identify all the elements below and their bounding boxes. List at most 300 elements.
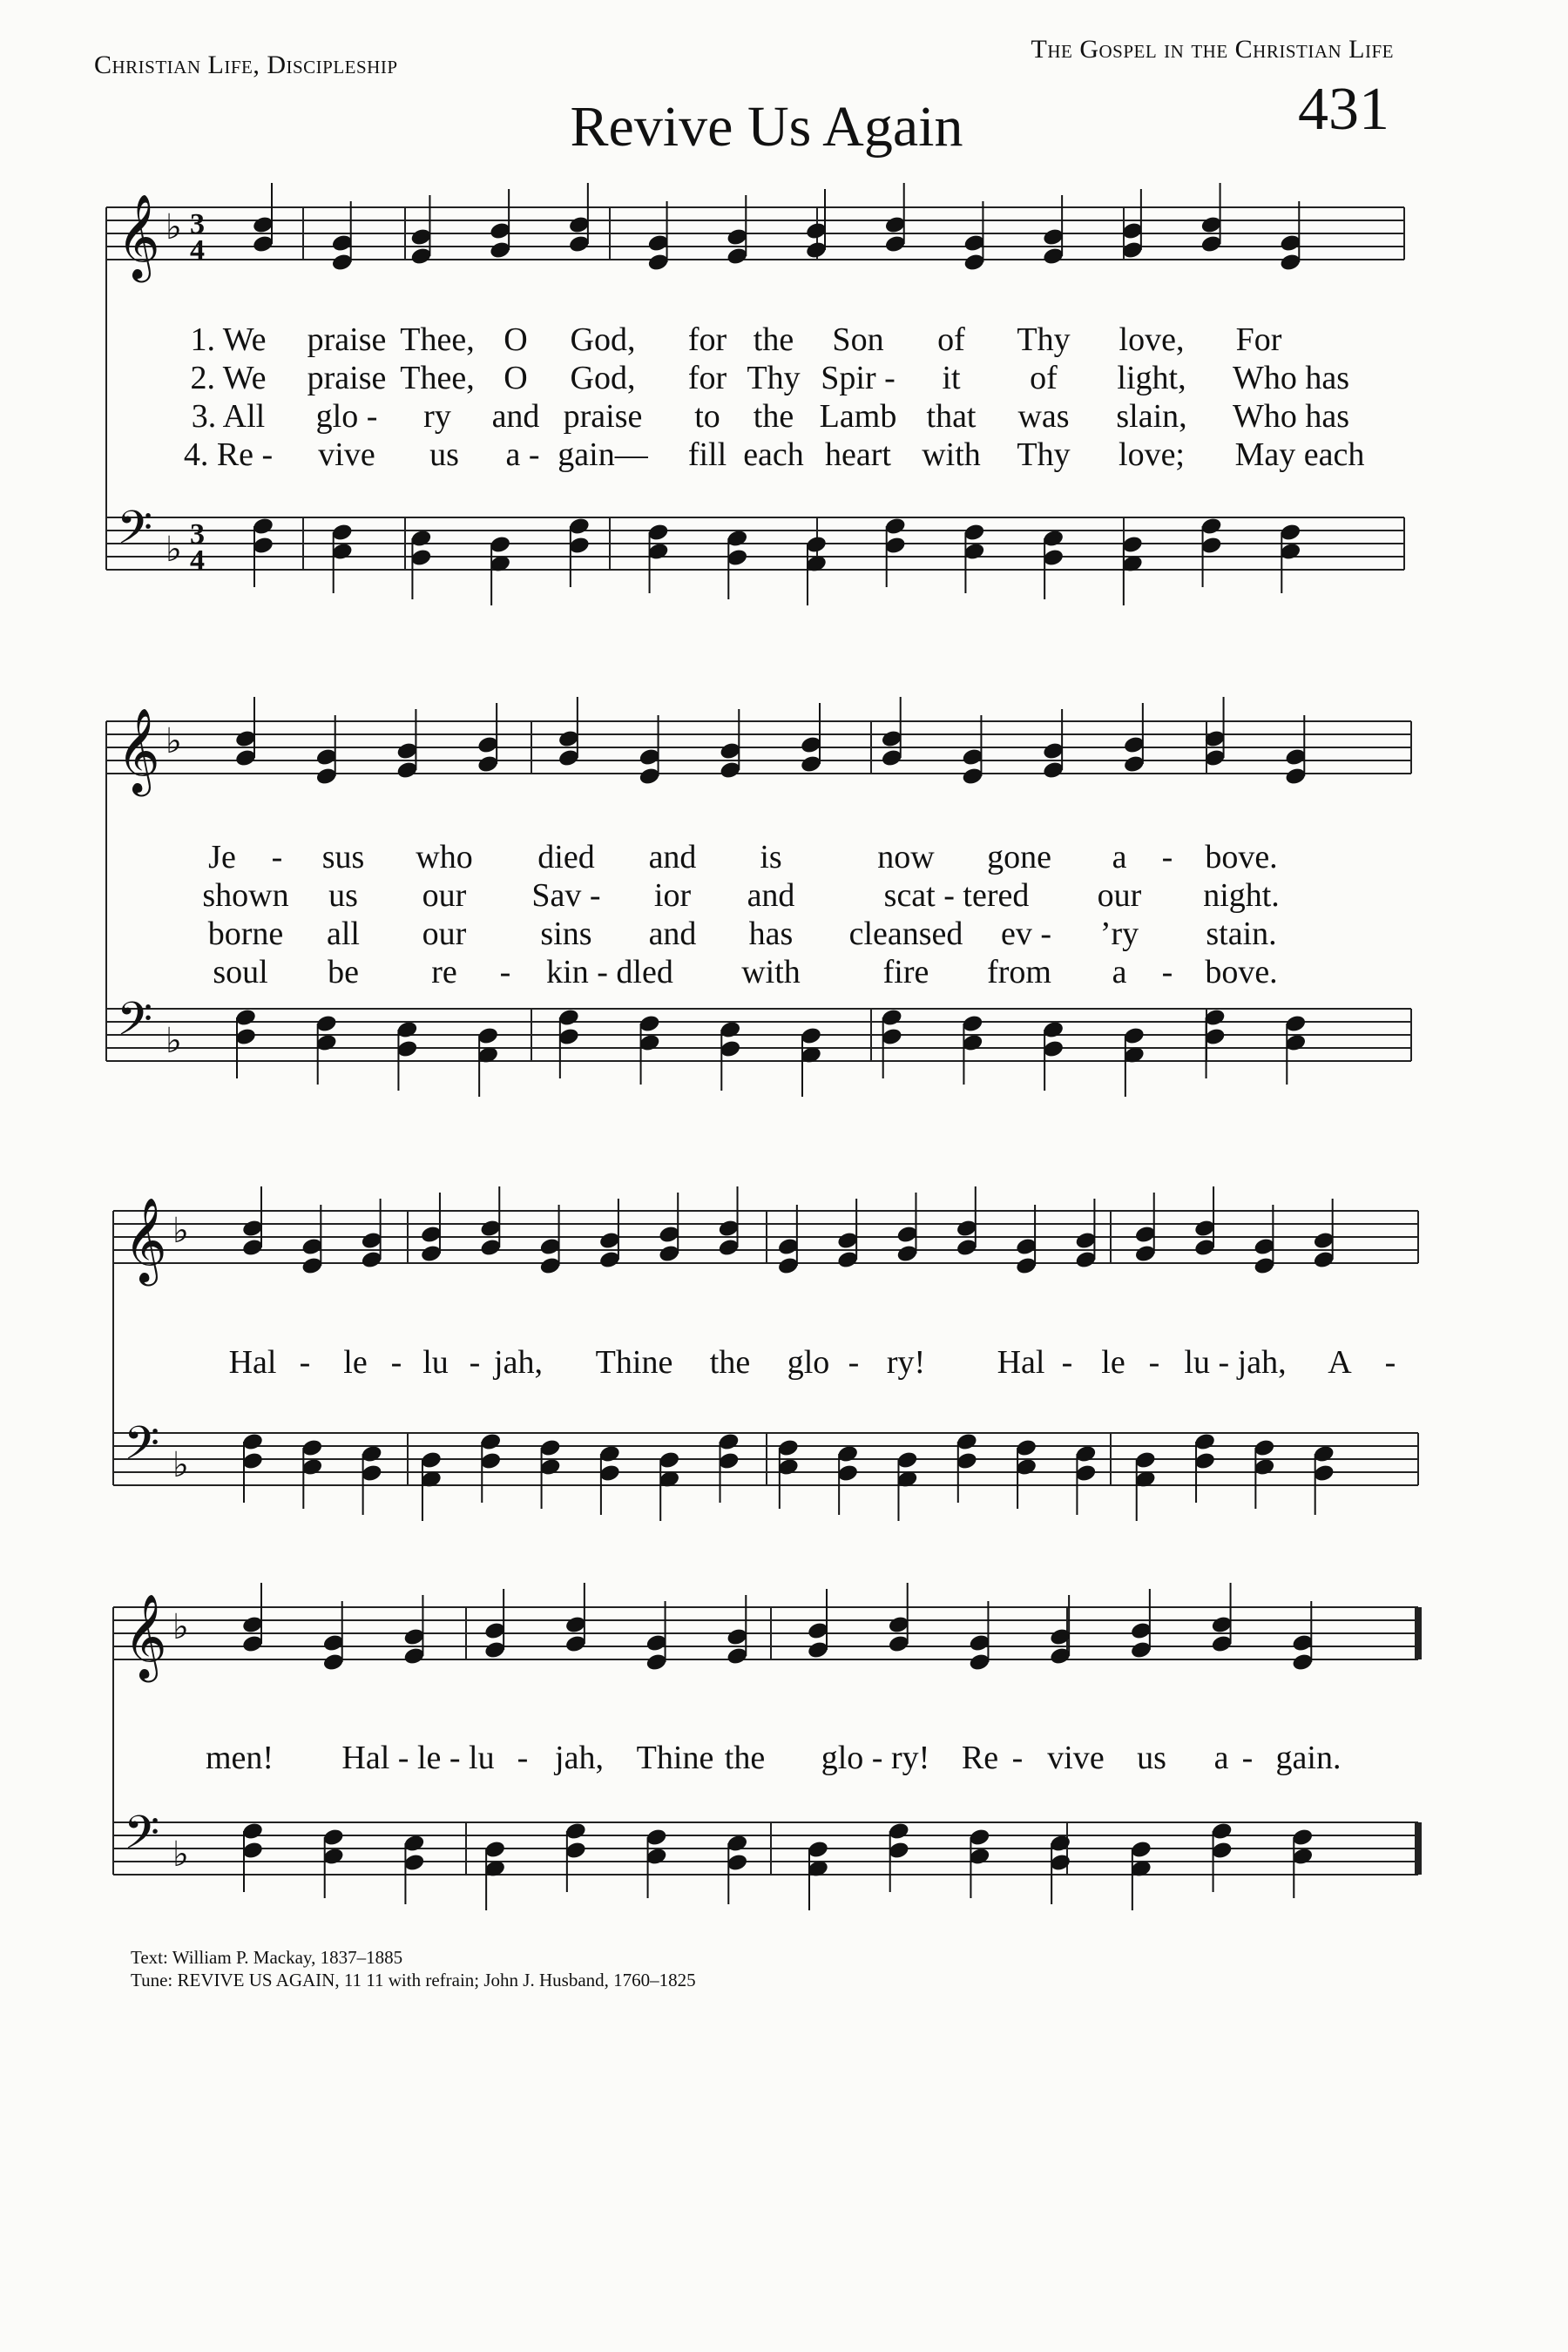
notehead <box>645 1633 667 1653</box>
notehead <box>483 1840 506 1860</box>
notehead <box>1279 542 1301 562</box>
notehead <box>402 1853 425 1873</box>
lyric-syllable: Thy <box>1017 436 1071 473</box>
notehead <box>476 735 499 755</box>
notehead <box>968 1828 990 1848</box>
notehead <box>638 1014 660 1034</box>
notehead <box>807 1840 829 1860</box>
notehead <box>1291 1633 1314 1653</box>
notehead <box>479 1451 502 1471</box>
notehead <box>1130 1640 1152 1660</box>
notehead <box>726 1646 748 1666</box>
notehead <box>315 1033 338 1053</box>
lyric-syllable: love, <box>1119 321 1185 358</box>
notehead <box>558 729 580 749</box>
notehead <box>726 529 748 549</box>
notehead <box>315 747 338 767</box>
lyric-syllable: the <box>753 321 794 358</box>
notehead <box>483 1859 506 1879</box>
hymn-number: 431 <box>1298 76 1389 143</box>
notehead <box>807 1640 829 1660</box>
flat-icon: ♭ <box>166 721 182 761</box>
tune-credit: Tune: REVIVE US AGAIN, 11 11 with refrain; John J. Husband, 1760–1825 <box>131 1970 696 1990</box>
lyric-syllable: 3. All <box>191 398 266 435</box>
notehead <box>658 1225 680 1245</box>
notehead <box>1284 767 1307 787</box>
lyric-syllable: Son <box>832 321 884 358</box>
notehead <box>1015 1256 1037 1276</box>
notehead <box>1313 1444 1335 1464</box>
notehead <box>568 517 591 537</box>
lyric-syllable: has <box>748 916 794 952</box>
notehead <box>252 517 274 537</box>
notehead <box>402 1646 425 1666</box>
notehead <box>1284 747 1307 767</box>
lyric-syllable: 1. We <box>190 321 267 358</box>
notehead <box>402 1627 425 1647</box>
notehead <box>361 1231 383 1251</box>
notehead <box>598 1231 621 1251</box>
lyric-syllable: sins <box>540 916 592 952</box>
notehead <box>956 1432 978 1452</box>
notehead <box>658 1244 680 1264</box>
notehead <box>1074 1250 1097 1270</box>
lyric-syllable: each <box>743 436 804 473</box>
lyric-syllable: a <box>1112 839 1127 875</box>
notehead <box>331 233 354 253</box>
notehead <box>598 1444 621 1464</box>
notehead <box>726 548 748 568</box>
notehead <box>539 1237 562 1257</box>
notehead <box>961 1033 983 1053</box>
lyric-syllable: of <box>937 321 965 358</box>
notehead <box>1253 1457 1275 1477</box>
lyric-line <box>0 876 1568 915</box>
lyric-syllable: 2. We <box>190 360 267 396</box>
notehead <box>409 227 432 247</box>
notehead <box>805 554 828 574</box>
notehead <box>881 1008 903 1028</box>
lyric-syllable: sus <box>321 839 365 875</box>
lyric-syllable: and <box>648 916 697 952</box>
notehead <box>1042 760 1064 781</box>
notehead <box>1200 517 1222 537</box>
notehead <box>234 1027 257 1047</box>
lyric-syllable: - <box>299 1344 311 1381</box>
notehead <box>1015 1237 1037 1257</box>
lyric-syllable: ry! <box>886 1344 926 1381</box>
notehead <box>638 747 660 767</box>
notehead <box>968 1652 990 1673</box>
notehead <box>489 554 511 574</box>
notehead <box>1042 227 1064 247</box>
notehead <box>1291 1828 1314 1848</box>
notehead <box>800 754 822 774</box>
notehead <box>564 1615 587 1635</box>
notehead <box>1313 1250 1335 1270</box>
lyric-syllable: praise <box>563 398 643 435</box>
lyric-syllable: praise <box>307 321 387 358</box>
notehead <box>409 247 432 267</box>
notehead <box>361 1250 383 1270</box>
lyric-syllable: night. <box>1203 877 1280 914</box>
notehead <box>1130 1840 1152 1860</box>
notehead <box>881 748 903 768</box>
lyric-syllable: light, <box>1117 360 1186 396</box>
lyric-syllable: was <box>1017 398 1070 435</box>
notehead <box>322 1633 345 1653</box>
notehead <box>241 1615 264 1635</box>
notehead <box>645 1652 667 1673</box>
notehead <box>961 747 983 767</box>
flat-icon: ♭ <box>172 1607 189 1647</box>
text-credit: Text: William P. Mackay, 1837–1885 <box>131 1947 403 1968</box>
notehead <box>568 234 591 254</box>
lyric-syllable: le <box>1101 1344 1125 1381</box>
notehead <box>800 735 822 755</box>
notehead <box>1200 234 1222 254</box>
treble-clef-icon: 𝄞 <box>117 707 160 793</box>
notehead <box>777 1256 800 1276</box>
lyric-syllable: kin - dled <box>546 954 673 990</box>
lyric-syllable: from <box>987 954 1051 990</box>
notehead <box>1313 1463 1335 1484</box>
treble-clef-icon: 𝄞 <box>124 1593 167 1679</box>
notehead <box>252 234 274 254</box>
notehead <box>234 729 257 749</box>
lyric-syllable: jah, <box>494 1344 543 1381</box>
notehead <box>1121 240 1144 260</box>
notehead <box>888 1615 910 1635</box>
notehead <box>1074 1231 1097 1251</box>
notehead <box>420 1244 443 1264</box>
lyric-syllable: the <box>709 1344 751 1381</box>
notehead <box>476 754 499 774</box>
notehead <box>1284 1014 1307 1034</box>
notehead <box>888 1634 910 1654</box>
notehead <box>1042 1020 1064 1040</box>
notehead <box>805 221 828 241</box>
notehead <box>717 1451 740 1471</box>
lyric-syllable: Thine <box>595 1344 673 1381</box>
flat-icon: ♭ <box>172 1445 189 1485</box>
notehead <box>489 240 511 260</box>
lyric-syllable: - <box>271 839 283 875</box>
lyric-syllable: scat - tered <box>883 877 1030 914</box>
notehead <box>539 1256 562 1276</box>
notehead <box>726 1834 748 1854</box>
notehead <box>1200 215 1222 235</box>
notehead <box>1015 1438 1037 1458</box>
lyric-syllable: stain. <box>1206 916 1277 952</box>
lyric-syllable: ior <box>653 877 692 914</box>
notehead <box>658 1450 680 1470</box>
time-signature-bottom: 4 <box>190 544 205 577</box>
notehead <box>331 253 354 273</box>
lyric-syllable: heart <box>825 436 891 473</box>
notehead <box>402 1834 425 1854</box>
lyric-syllable: it <box>942 360 961 396</box>
lyric-line <box>0 397 1568 436</box>
notehead <box>234 748 257 768</box>
notehead <box>961 767 983 787</box>
notehead <box>1074 1444 1097 1464</box>
lyric-syllable: Lamb <box>819 398 897 435</box>
notehead <box>241 1841 264 1861</box>
notehead <box>395 1020 418 1040</box>
lyric-syllable: 4. Re - <box>183 436 274 473</box>
lyric-syllable: us <box>429 436 459 473</box>
notehead <box>479 1432 502 1452</box>
notehead <box>726 1853 748 1873</box>
notehead <box>539 1457 562 1477</box>
notehead <box>483 1621 506 1641</box>
lyric-syllable: - <box>499 954 511 990</box>
notehead <box>726 1627 748 1647</box>
notehead <box>777 1438 800 1458</box>
notehead <box>896 1470 918 1490</box>
notehead <box>1123 1045 1146 1065</box>
lyric-line <box>0 1739 1568 1777</box>
notehead <box>568 215 591 235</box>
notehead <box>881 1027 903 1047</box>
lyric-syllable: for <box>687 321 727 358</box>
notehead <box>479 1238 502 1258</box>
lyric-syllable: gain— <box>558 436 648 473</box>
lyric-syllable: Hal - le - lu <box>341 1740 495 1776</box>
notehead <box>645 1828 667 1848</box>
lyric-syllable: - <box>1384 1344 1396 1381</box>
bass-clef-icon: 𝄢 <box>117 502 153 566</box>
notehead <box>1042 741 1064 761</box>
notehead <box>1203 729 1226 749</box>
notehead <box>881 729 903 749</box>
notehead <box>420 1450 443 1470</box>
notehead <box>558 748 580 768</box>
lyric-syllable: O <box>504 321 528 358</box>
lyric-syllable: who <box>416 839 473 875</box>
notehead <box>301 1256 323 1276</box>
lyric-syllable: - <box>469 1344 481 1381</box>
notehead <box>800 1045 822 1065</box>
lyric-line <box>0 1343 1568 1382</box>
notehead <box>1042 548 1064 568</box>
notehead <box>1253 1256 1275 1276</box>
notehead <box>963 233 985 253</box>
notehead <box>963 253 985 273</box>
notehead <box>896 1450 918 1470</box>
notehead <box>241 1451 264 1471</box>
lyric-syllable: glo - <box>315 398 378 435</box>
lyric-syllable: shown <box>202 877 289 914</box>
notehead <box>1049 1853 1071 1873</box>
notehead <box>1134 1450 1157 1470</box>
notehead <box>836 1444 859 1464</box>
notehead <box>1123 754 1146 774</box>
lyric-syllable: fire <box>882 954 929 990</box>
bass-clef-icon: 𝄢 <box>124 1417 160 1482</box>
lyric-line <box>0 436 1568 474</box>
lyric-syllable: to <box>694 398 720 435</box>
notehead <box>252 536 274 556</box>
notehead <box>234 1008 257 1028</box>
lyric-syllable: a - <box>505 436 540 473</box>
lyric-syllable: a <box>1112 954 1127 990</box>
notehead <box>301 1237 323 1257</box>
notehead <box>1074 1463 1097 1484</box>
flat-icon: ♭ <box>166 530 182 570</box>
notehead <box>558 1008 580 1028</box>
lyric-syllable: cleansed <box>848 916 963 952</box>
notehead <box>836 1463 859 1484</box>
notehead <box>1193 1219 1216 1239</box>
lyric-syllable: love; <box>1119 436 1185 473</box>
notehead <box>1210 1841 1233 1861</box>
header-section: The Gospel in the Christian Life <box>1031 35 1394 64</box>
notehead <box>1049 1627 1071 1647</box>
lyric-syllable: lu <box>422 1344 449 1381</box>
lyric-syllable: glo <box>787 1344 830 1381</box>
lyric-syllable: Hal <box>997 1344 1045 1381</box>
notehead <box>719 1020 741 1040</box>
notehead <box>956 1451 978 1471</box>
notehead <box>420 1470 443 1490</box>
notehead <box>884 234 907 254</box>
lyric-line <box>0 838 1568 876</box>
notehead <box>1313 1231 1335 1251</box>
notehead <box>646 523 669 543</box>
lyric-syllable: Thee, <box>400 360 475 396</box>
notehead <box>395 1039 418 1059</box>
notehead <box>638 767 660 787</box>
notehead <box>564 1841 587 1861</box>
credits <box>131 1946 696 1991</box>
lyric-syllable: the <box>724 1740 766 1776</box>
notehead <box>1121 221 1144 241</box>
lyric-syllable: with <box>741 954 801 990</box>
lyric-syllable: Who has <box>1232 360 1350 396</box>
notehead <box>1134 1470 1157 1490</box>
notehead <box>489 535 511 555</box>
lyric-syllable: and <box>747 877 795 914</box>
lyric-syllable: of <box>1030 360 1058 396</box>
notehead <box>777 1237 800 1257</box>
notehead <box>638 1033 660 1053</box>
notehead <box>800 1026 822 1046</box>
notehead <box>896 1225 918 1245</box>
notehead <box>646 542 669 562</box>
notehead <box>489 221 511 241</box>
flat-icon: ♭ <box>172 1211 189 1251</box>
notehead <box>717 1238 740 1258</box>
notehead <box>315 767 338 787</box>
notehead <box>719 1039 741 1059</box>
notehead <box>1130 1859 1152 1879</box>
notehead <box>968 1633 990 1653</box>
notehead <box>1042 529 1064 549</box>
notehead <box>1210 1634 1233 1654</box>
lyric-syllable: our <box>1097 877 1142 914</box>
notehead <box>1291 1652 1314 1673</box>
notehead <box>241 1219 264 1239</box>
notehead <box>1279 523 1301 543</box>
lyric-syllable: God, <box>570 360 636 396</box>
notehead <box>726 247 748 267</box>
notehead <box>1130 1621 1152 1641</box>
lyric-syllable: a <box>1213 1740 1229 1776</box>
lyric-syllable: vive <box>1047 1740 1105 1776</box>
notehead <box>1279 253 1301 273</box>
lyric-syllable: - <box>1061 1344 1073 1381</box>
notehead <box>719 741 741 761</box>
lyric-syllable: ’ry <box>1099 916 1139 952</box>
notehead <box>1049 1834 1071 1854</box>
lyric-syllable: our <box>422 916 467 952</box>
lyric-syllable: borne <box>207 916 284 952</box>
notehead <box>963 542 985 562</box>
notehead <box>836 1250 859 1270</box>
notehead <box>1210 1821 1233 1842</box>
notehead <box>483 1640 506 1660</box>
notehead <box>568 536 591 556</box>
notehead <box>1193 1451 1216 1471</box>
lyric-syllable: bove. <box>1205 954 1278 990</box>
lyric-syllable: that <box>926 398 977 435</box>
lyric-syllable: Thy <box>1017 321 1071 358</box>
lyric-syllable: - <box>1011 1740 1024 1776</box>
notehead <box>645 1847 667 1867</box>
lyric-syllable: all <box>327 916 360 952</box>
lyric-syllable: us <box>328 877 358 914</box>
lyric-syllable: jah, <box>555 1740 604 1776</box>
notehead <box>395 741 418 761</box>
notehead <box>961 1014 983 1034</box>
lyric-syllable: lu - jah, <box>1184 1344 1287 1381</box>
notehead <box>1134 1225 1157 1245</box>
lyric-line <box>0 915 1568 953</box>
notehead <box>409 548 432 568</box>
notehead <box>646 233 669 253</box>
flat-icon: ♭ <box>166 1021 182 1061</box>
notehead <box>658 1470 680 1490</box>
lyric-syllable: ry <box>423 398 451 435</box>
notehead <box>361 1463 383 1484</box>
lyric-syllable: Je <box>208 839 236 875</box>
lyric-syllable: God, <box>570 321 636 358</box>
lyric-line <box>0 359 1568 397</box>
notehead <box>956 1219 978 1239</box>
lyric-syllable: with <box>922 436 981 473</box>
notehead <box>956 1238 978 1258</box>
lyric-syllable: - <box>1241 1740 1254 1776</box>
lyric-syllable: ev - <box>1000 916 1052 952</box>
notehead <box>968 1847 990 1867</box>
lyric-syllable: men! <box>205 1740 274 1776</box>
lyric-syllable: O <box>504 360 528 396</box>
notehead <box>1121 554 1144 574</box>
notehead <box>558 1027 580 1047</box>
lyric-syllable: le <box>343 1344 368 1381</box>
notehead <box>241 1634 264 1654</box>
notehead <box>1253 1438 1275 1458</box>
notehead <box>598 1250 621 1270</box>
bass-clef-icon: 𝄢 <box>124 1807 160 1871</box>
notehead <box>807 1859 829 1879</box>
lyric-syllable: Thine <box>636 1740 714 1776</box>
notehead <box>1203 1027 1226 1047</box>
notehead <box>888 1821 910 1842</box>
treble-clef-icon: 𝄞 <box>117 193 160 279</box>
